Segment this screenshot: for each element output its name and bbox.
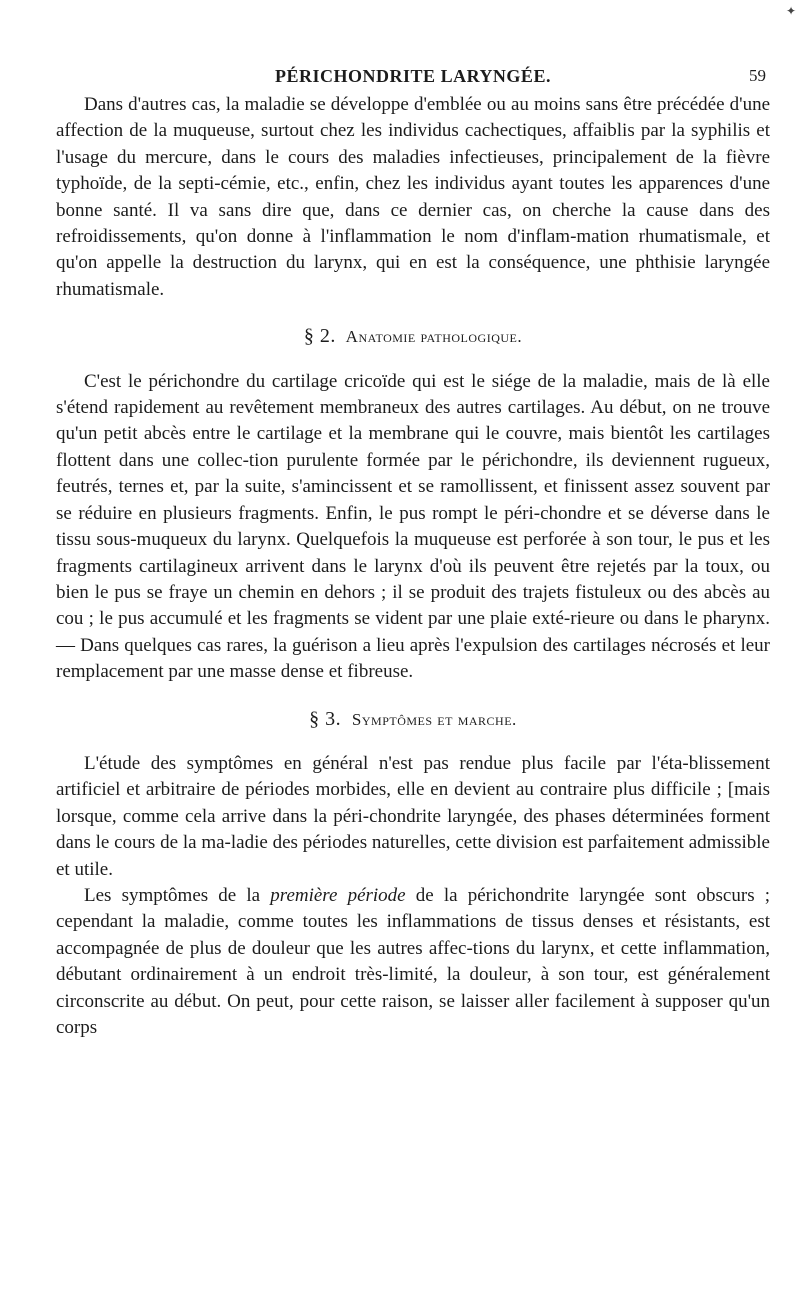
running-header	[56, 66, 770, 90]
section-2-number: § 2.	[303, 325, 336, 348]
running-title: PÉRICHONDRITE LARYNGÉE.	[275, 66, 551, 86]
section-2-heading	[56, 323, 770, 350]
paragraph-4-start: Les symptômes de la	[84, 884, 271, 906]
section-3-number: § 3.	[309, 707, 342, 730]
paragraph-1: Dans d'autres cas, la maladie se développe d'emblée ou au moins sans être précédée d'une affection de la muqueuse, surtout chez les individus cachectiques, affaiblis par la syphilis et l'usage du mercure, dans le cours des maladies infectieuses, principalement de la fièvre typhoïde, de la septi-cémie, etc., enfin, chez les individus ayant toutes les apparences d'une bonne santé. Il va sans dire que, dans ce dernier cas, on cherche la cause dans des refroidissements, qu'on donne à l'inflammation le nom d'inflam-mation rhumatismale, et qu'on appelle la destruction du larynx, qui en est la conséquence, une phthisie laryngée rhumatismale.	[56, 94, 770, 300]
paragraph-4	[56, 883, 770, 1041]
paragraph-4-end: de la périchondrite laryngée sont obscurs ; cependant la maladie, comme toutes les inflammations de tissus denses et résistants, est accompagnée de plus de douleur que les autres affec-tions du larynx, et cette inflammation, débutant ordinairement à un endroit très-limité, la douleur, à son tour, est généralement circonscrite au début. On peut, pour cette raison, se laisser aller facilement à supposer qu'un corps	[56, 884, 771, 1038]
section-2-title: Anatomie pathologique.	[345, 327, 523, 347]
paragraph-2: C'est le périchondre du cartilage cricoïde qui est le siége de la maladie, mais de là elle s'étend rapidement au revêtement membraneux des autres cartilages. Au début, on ne trouve qu'un petit abcès entre le cartilage et la membrane qui le couvre, mais bientôt les cartilages flottent dans une collec-tion purulente formée par le périchondre, ils deviennent rugueux, feutrés, ternes et, par la suite, s'amincissent et se ramollissent, et finissent assez souvent par se réduire en plusieurs fragments. Enfin, le pus rompt le péri-chondre et se déverse dans le tissu sous-muqueux du larynx. Quelquefois la muqueuse est perforée à son tour, le pus et les fragments cartilagineux arrivent dans le larynx d'où ils peuvent être rejetés par la toux, ou bien le pus se fraye un chemin en dehors ; il se produit des trajets fistuleux ou des abcès au cou ; le pus accumulé et les fragments se vident par une plaie exté-rieure ou dans le pharynx. — Dans quelques cas rares, la guérison a lieu après l'expulsion des cartilages nécrosés et leur remplacement par une masse dense et fibreuse.	[56, 370, 770, 683]
page-number: 59	[749, 66, 766, 85]
section-3-heading	[56, 706, 770, 733]
page-body	[56, 92, 770, 1041]
paragraph-4-emphasis: première période	[270, 884, 406, 906]
corner-mark-icon: ✦	[785, 4, 796, 18]
paragraph-3: L'étude des symptômes en général n'est pas rendue plus facile par l'éta-blissement artificiel et arbitraire de périodes morbides, elle en devient au contraire plus difficile ; [mais lorsque, comme cela arrive dans la péri-chondrite laryngée, des phases déterminées forment dans le cours de la ma-ladie des périodes naturelles, cette division est parfaitement admissible et utile.	[56, 752, 770, 880]
section-3-title: Symptômes et marche.	[351, 709, 517, 729]
